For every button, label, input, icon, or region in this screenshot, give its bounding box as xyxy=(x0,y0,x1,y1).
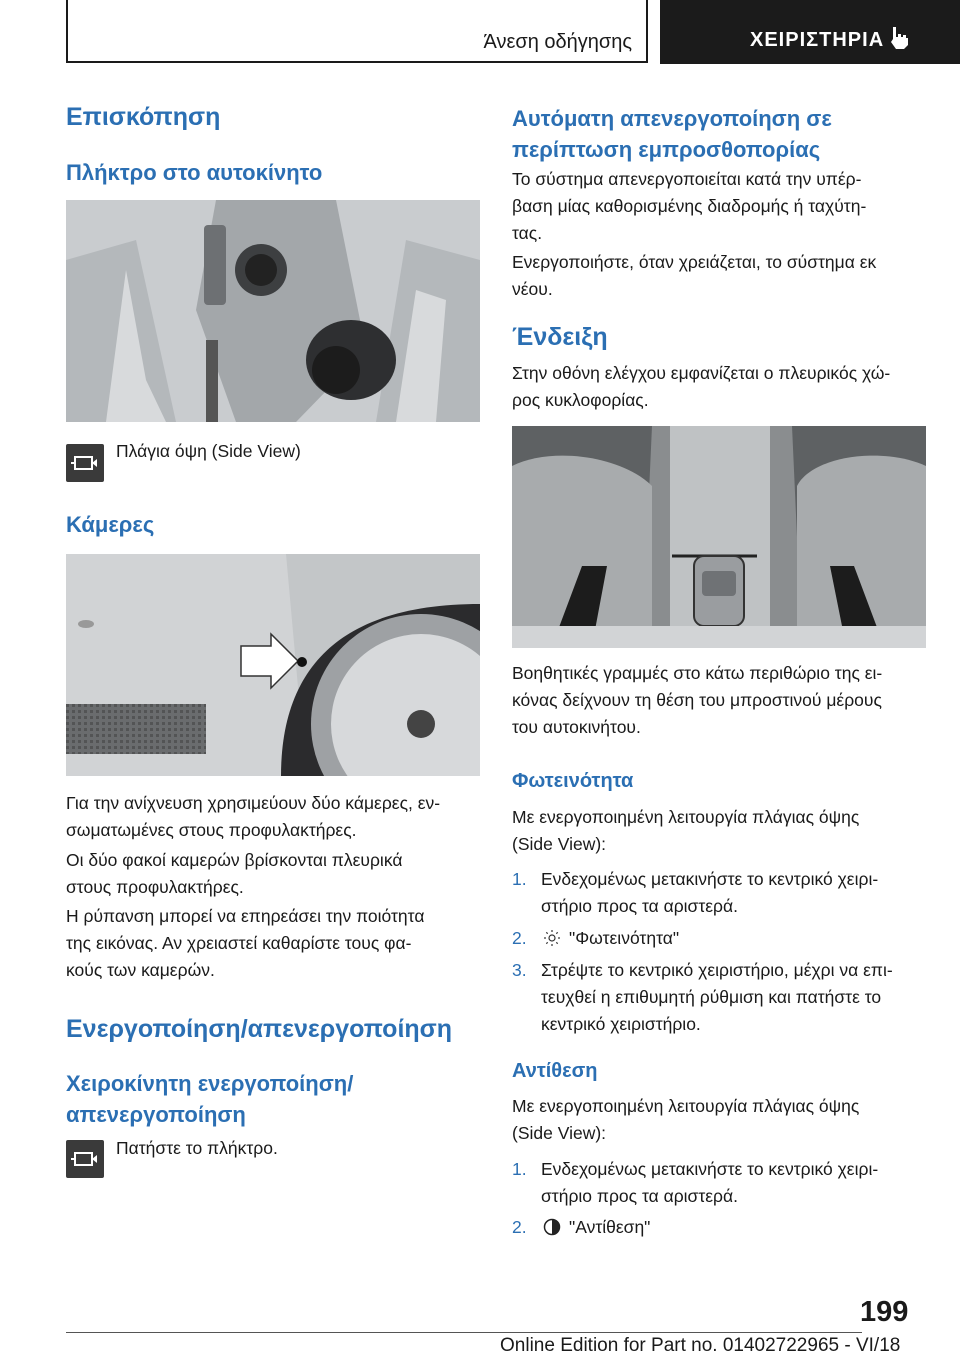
display-p2-line1: Βοηθητικές γραμμές στο κάτω περιθώριο της ει‐ xyxy=(512,663,883,683)
auto-p1-line2: βαση μίας καθορισμένης διαδρομής ή ταχύτη‐ xyxy=(512,196,867,216)
heading-auto-line1: Αυτόματη απενεργοποίηση σε xyxy=(512,106,832,131)
heading-manual-activation xyxy=(66,1068,353,1130)
header-manual-label: ΧΕΙΡΙΣΤΗΡΙΑ xyxy=(750,29,885,51)
cameras-p2-line1: Οι δύο φακοί καμερών βρίσκονται πλευρικά xyxy=(66,850,403,870)
contrast-intro xyxy=(512,1093,859,1147)
brightness-intro-line2: (Side View): xyxy=(512,834,607,854)
auto-p1-line3: τας. xyxy=(512,223,543,243)
display-paragraph-2 xyxy=(512,660,882,741)
brightness-intro xyxy=(512,804,859,858)
step-text-line1: "Φωτεινότητα" xyxy=(569,928,680,948)
step-text-line1: Στρέψτε το κεντρικό χειριστήριο, μέχρι να επι‐ xyxy=(541,960,893,980)
press-button-text: Πατήστε το πλήκτρο. xyxy=(116,1138,278,1158)
display-p2-line3: του αυτοκινήτου. xyxy=(512,717,641,737)
cameras-p3-line2: της εικόνας. Αν χρειαστεί καθαρίστε τους φα‐ xyxy=(66,933,412,953)
footer-edition: Online Edition for Part no. 01402722965 - VI/18 xyxy=(500,1335,901,1356)
center-console-illustration xyxy=(66,200,480,422)
cameras-p1-line2: σωματωμένες στους προφυλακτήρες. xyxy=(66,820,357,840)
side-view-button-icon-2 xyxy=(66,1140,104,1178)
header-section-tab xyxy=(66,0,648,63)
display-p1-line1: Στην οθόνη ελέγχου εμφανίζεται ο πλευρικός χώ‐ xyxy=(512,363,891,383)
step-text-line1: Ενδεχομένως μετακινήστε το κεντρικό χειρι‐ xyxy=(541,1159,879,1179)
heading-cameras: Κάμερες xyxy=(66,512,155,537)
step-text-line1: "Αντίθεση" xyxy=(569,1217,651,1237)
brightness-intro-line1: Με ενεργοποιημένη λειτουργία πλάγιας όψης xyxy=(512,807,860,827)
brightness-sun-icon xyxy=(543,929,561,947)
contrast-icon xyxy=(543,1218,561,1236)
cameras-p2-line2: στους προφυλακτήρες. xyxy=(66,877,244,897)
center-console-photo xyxy=(66,200,480,422)
footer-rule xyxy=(66,1332,862,1333)
step-text-line2: τευχθεί η επιθυμητή ρύθμιση και πατήστε το xyxy=(541,987,882,1007)
step-text-line3: κεντρικό χειριστήριο. xyxy=(541,1014,701,1034)
step-text-line2: στήριο προς τα αριστερά. xyxy=(541,1186,738,1206)
contrast-step-2 xyxy=(512,1214,942,1241)
heading-auto-line2: περίπτωση εμπροσθοπορίας xyxy=(512,137,821,162)
bumper-wheel-illustration xyxy=(66,554,480,776)
step-number: 2. xyxy=(512,1217,527,1237)
step-number: 1. xyxy=(512,869,527,889)
heading-manual-line2: απενεργοποίηση xyxy=(66,1102,246,1127)
cameras-p3-line1: Η ρύπανση μπορεί να επηρεάσει την ποιότητα xyxy=(66,906,425,926)
step-number: 3. xyxy=(512,960,527,980)
auto-paragraph-2 xyxy=(512,249,876,303)
contrast-intro-line2: (Side View): xyxy=(512,1123,607,1143)
cameras-paragraph-2 xyxy=(66,847,402,901)
page-number: 199 xyxy=(860,1296,909,1328)
contrast-intro-line1: Με ενεργοποιημένη λειτουργία πλάγιας όψης xyxy=(512,1096,860,1116)
heading-brightness: Φωτεινότητα xyxy=(512,770,634,792)
side-view-button-icon xyxy=(66,444,104,482)
heading-manual-line1: Χειροκίνητη ενεργοποίηση/ xyxy=(66,1071,354,1096)
side-view-display-photo xyxy=(512,426,926,648)
heading-activation: Ενεργοποίηση/απενεργοποίηση xyxy=(66,1015,453,1043)
cameras-paragraph-1 xyxy=(66,790,440,844)
auto-p2-line1: Ενεργοποιήστε, όταν χρειάζεται, το σύστημα εκ xyxy=(512,252,877,272)
display-p2-line2: κόνας δείχνουν τη θέση του μπροστινού μέρους xyxy=(512,690,882,710)
header-manual-tab xyxy=(660,0,960,64)
auto-p1-line1: Το σύστημα απενεργοποιείται κατά την υπέρ‐ xyxy=(512,169,862,189)
cameras-p1-line1: Για την ανίχνευση χρησιμεύουν δύο κάμερες, εν‐ xyxy=(66,793,441,813)
brightness-step-2 xyxy=(512,925,942,952)
cameras-p3-line3: κούς των καμερών. xyxy=(66,960,215,980)
side-view-label: Πλάγια όψη (Side View) xyxy=(116,441,301,461)
header-section-label: Άνεση οδήγησης xyxy=(483,31,632,53)
side-view-display-illustration xyxy=(512,426,926,648)
heading-overview: Επισκόπηση xyxy=(66,103,221,131)
bumper-camera-photo xyxy=(66,554,480,776)
brightness-step-3 xyxy=(512,957,942,1038)
pointing-hand-icon xyxy=(888,26,910,50)
heading-button-in-car: Πλήκτρο στο αυτοκίνητο xyxy=(66,160,323,185)
heading-auto-deactivation xyxy=(512,103,832,165)
step-number: 2. xyxy=(512,928,527,948)
display-p1-line2: ρος κυκλοφορίας. xyxy=(512,390,649,410)
contrast-step-1 xyxy=(512,1156,942,1210)
display-paragraph-1 xyxy=(512,360,890,414)
heading-contrast: Αντίθεση xyxy=(512,1060,598,1082)
cameras-paragraph-3 xyxy=(66,903,424,984)
heading-display: Ένδειξη xyxy=(512,323,608,351)
step-text-line2: στήριο προς τα αριστερά. xyxy=(541,896,738,916)
brightness-step-1 xyxy=(512,866,942,920)
step-number: 1. xyxy=(512,1159,527,1179)
auto-paragraph-1 xyxy=(512,166,866,247)
step-text-line1: Ενδεχομένως μετακινήστε το κεντρικό χειρι‐ xyxy=(541,869,879,889)
auto-p2-line2: νέου. xyxy=(512,279,553,299)
